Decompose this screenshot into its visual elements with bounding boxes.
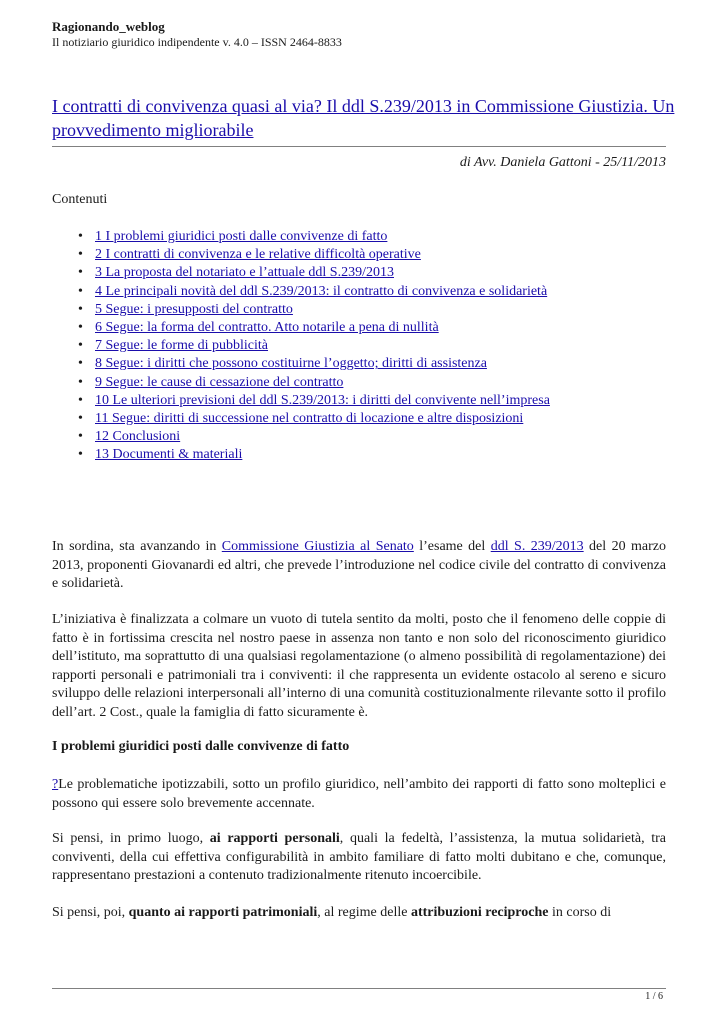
toc-item [78,301,550,319]
toc-link-13[interactable]: 13 Documenti & materiali [95,447,243,463]
text-run: , quali la fedeltà, l’assistenza, la mutua solidarietà, tra conviventi, della cui effettiva configurabilità in ambito familiare di fatto molti dubitano e che, comunque, rappresentano prestazioni a contenuto tradizionalmente ritenuto incoercibile. [52,831,667,884]
bullet-icon: • [78,447,83,463]
toc-item [78,228,550,246]
bullet-icon: • [78,319,83,335]
text-run: , al regime delle [317,905,411,920]
bullet-icon: • [78,301,83,317]
bold-text: attribuzioni reciproche [410,905,549,920]
toc-link-9[interactable]: 9 Segue: le cause di cessazione del contratto [95,374,344,390]
bullet-icon: • [78,247,83,263]
article-byline: di Avv. Daniela Gattoni - 25/11/2013 [459,155,666,170]
text-run: Si pensi, poi, [52,905,129,920]
ddl-link[interactable]: ddl S. 239/2013 [490,539,584,554]
intro-paragraph [52,538,666,594]
toc-link-8[interactable]: 8 Segue: i diritti che possono costituirne l’oggetto; diritti di assistenza [95,356,487,372]
toc-link-12[interactable]: 12 Conclusioni [95,429,181,445]
paragraph-rapporti-patrimoniali [52,904,666,923]
toc-link-11[interactable]: 11 Segue: diritti di successione nel contratto di locazione e altre disposizioni [95,410,524,426]
intro-text-1: In sordina, sta avanzando in [52,539,222,554]
toc-link-10[interactable]: 10 Le ulteriori previsioni del ddl S.239/2013: i diritti del convivente nell’impresa [95,392,550,408]
bullet-icon: • [78,338,83,354]
toc-item [78,355,550,373]
toc-link-7[interactable]: 7 Segue: le forme di pubblicità [95,338,269,354]
footer-divider [52,988,666,989]
paragraph-iniziativa: L’iniziativa è finalizzata a colmare un vuoto di tutela sentito da molti, posto che il fenomeno delle coppie di fatto è in fortissima crescita nel nostro paese in assenza non tanto e non solo del riconoscimento giuridico dell’istituto, ma soprattutto di una qualsiasi regolamentazione (o almeno possibilità di regolamentazione) dei rapporti personali e patrimoniali tra i conviventi: il che rappresenta un evidente ostacolo al sereno e sicuro sviluppo delle relazioni interpersonali all’interno di una comunità costituzionalmente rilevante sotto il profilo dell’art. 2 Cost., quale la famiglia di fatto sicuramente è. [52,612,666,720]
bullet-icon: • [78,429,83,445]
toc-item [78,446,550,464]
paragraph-rapporti-personali [52,830,666,886]
toc-link-4[interactable]: 4 Le principali novità del ddl S.239/2013: il contratto di convivenza e solidarietà [95,283,548,299]
toc-link-6[interactable]: 6 Segue: la forma del contratto. Atto notarile a pena di nullità [95,319,439,335]
problematiche-text: Le problematiche ipotizzabili, sotto un profilo giuridico, nell’ambito dei rapporti di fatto sono molteplici e possono qui essere solo brevemente accennate. [52,777,666,811]
text-run: Si pensi, in primo luogo, [52,831,210,846]
toc-item [78,337,550,355]
table-of-contents [78,228,550,464]
bullet-icon: • [78,356,83,372]
bullet-icon: • [78,265,83,281]
toc-link-3[interactable]: 3 La proposta del notariato e l’attuale ddl S.239/2013 [95,265,394,281]
toc-item [78,374,550,392]
toc-item [78,428,550,446]
bold-text: ai rapporti personali [209,831,340,846]
title-divider [52,146,666,147]
bullet-icon: • [78,410,83,426]
site-name: Ragionando_weblog [52,19,165,34]
toc-link-1[interactable]: 1 I problemi giuridici posti dalle convivenze di fatto [95,229,388,244]
page-number: 1 / 6 [645,991,663,1002]
toc-item [78,246,550,264]
toc-item [78,392,550,410]
intro-text-3: del 20 marzo 2013, proponenti Giovanardi ed altri, che prevede l’introduzione nel codice civile del contratto di convivenza e solidarietà. [52,539,666,592]
toc-link-5[interactable]: 5 Segue: i presupposti del contratto [95,301,293,317]
bullet-icon: • [78,374,83,390]
toc-item [78,410,550,428]
bullet-icon: • [78,229,83,244]
question-link[interactable]: ? [52,777,59,792]
commissione-giustizia-link[interactable]: Commissione Giustizia al Senato [221,539,414,554]
site-tagline: Il notiziario giuridico indipendente v. 4.0 – ISSN 2464-8833 [52,35,342,49]
toc-item [78,264,550,282]
toc-heading: Contenuti [52,192,108,207]
toc-item [78,283,550,301]
paragraph-problematiche [52,776,666,813]
section-heading: I problemi giuridici posti dalle convivenze di fatto [52,739,350,754]
bold-text: quanto ai rapporti patrimoniali [128,905,318,920]
text-run: in corso di [548,905,612,920]
bullet-icon: • [78,392,83,408]
toc-link-2[interactable]: 2 I contratti di convivenza e le relative difficoltà operative [95,247,421,263]
intro-text-2: l’esame del [413,539,491,554]
bullet-icon: • [78,283,83,299]
toc-item [78,319,550,337]
article-title-link[interactable]: I contratti di convivenza quasi al via? Il ddl S.239/2013 in Commissione Giustizia. Un provvedimento migliorabile [52,96,675,140]
